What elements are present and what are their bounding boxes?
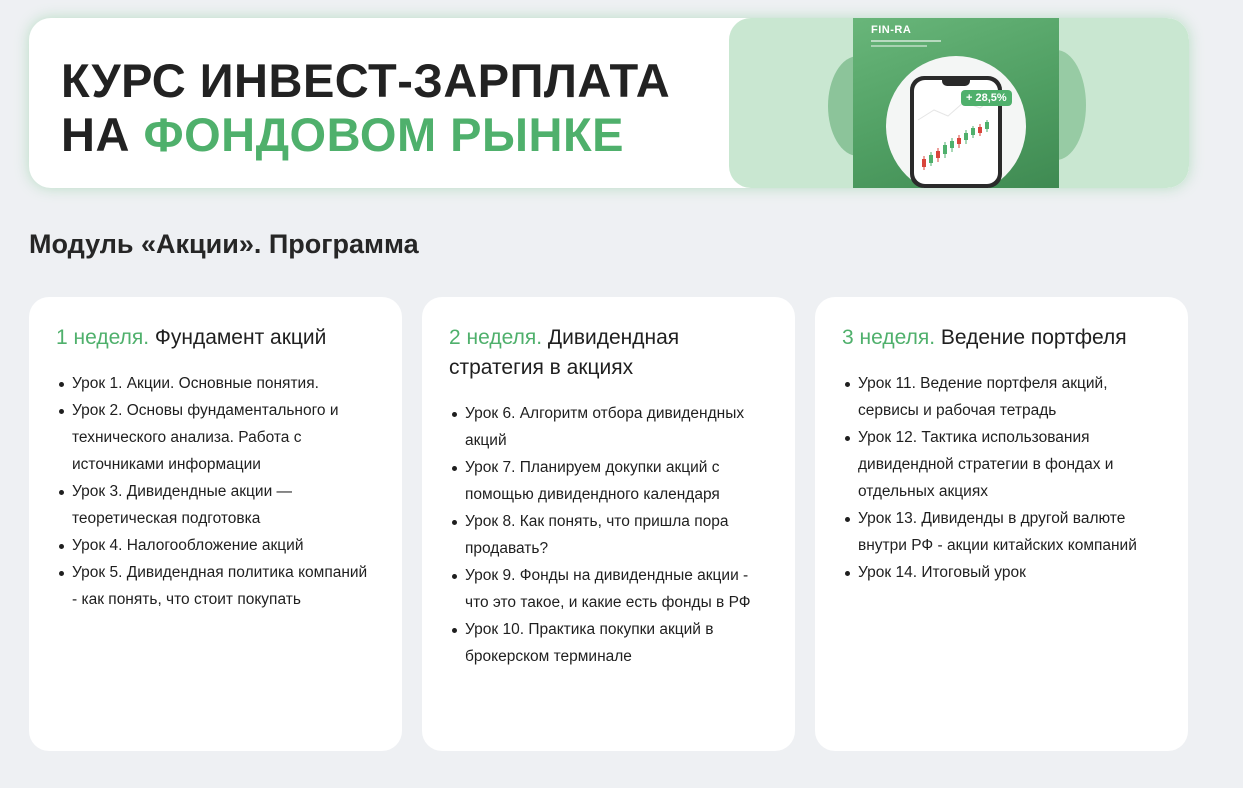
course-title-line2-prefix: НА xyxy=(61,108,144,161)
lesson-item: Урок 12. Тактика использования дивидендной стратегии в фондах и отдельных акциях xyxy=(858,424,1160,505)
lesson-item: Урок 6. Алгоритм отбора дивидендных акций xyxy=(465,400,767,454)
week-label: 1 неделя. xyxy=(56,326,150,349)
week-label: 2 неделя. xyxy=(449,326,543,349)
growth-badge: + 28,5% xyxy=(961,90,1012,106)
lesson-item: Урок 5. Дивидендная политика компаний - как понять, что стоит покупать xyxy=(72,559,374,613)
week-heading xyxy=(56,323,374,353)
week-heading xyxy=(842,323,1160,353)
week-topic: Дивидендная стратегия в акциях xyxy=(449,326,680,379)
week-card-1 xyxy=(29,297,402,751)
hero-illustration xyxy=(729,18,1189,188)
lesson-item: Урок 1. Акции. Основные понятия. xyxy=(72,370,374,397)
week-topic: Ведение портфеля xyxy=(940,326,1127,349)
course-title-line1: КУРС ИНВЕСТ-ЗАРПЛАТА xyxy=(61,54,671,107)
week-card-3 xyxy=(815,297,1188,751)
lesson-list xyxy=(842,370,1160,586)
lesson-item: Урок 8. Как понять, что пришла пора продавать? xyxy=(465,508,767,562)
week-topic: Фундамент акций xyxy=(154,326,327,349)
lesson-item: Урок 14. Итоговый урок xyxy=(858,559,1160,586)
week-card-2 xyxy=(422,297,795,751)
lesson-item: Урок 7. Планируем докупки акций с помощью дивидендного календаря xyxy=(465,454,767,508)
lesson-list xyxy=(449,400,767,670)
lesson-item: Урок 2. Основы фундаментального и технического анализа. Работа с источниками информации xyxy=(72,397,374,478)
brand-tagline-line xyxy=(871,45,927,47)
lesson-item: Урок 13. Дивиденды в другой валюте внутри РФ - акции китайских компаний xyxy=(858,505,1160,559)
lesson-item: Урок 10. Практика покупки акций в брокерском терминале xyxy=(465,616,767,670)
lesson-item: Урок 4. Налогообложение акций xyxy=(72,532,374,559)
section-title: Модуль «Акции». Программа xyxy=(29,229,419,259)
course-book-cover xyxy=(853,18,1059,188)
lesson-item: Урок 3. Дивидендные акции — теоретическая подготовка xyxy=(72,478,374,532)
lesson-item: Урок 11. Ведение портфеля акций, сервисы и рабочая тетрадь xyxy=(858,370,1160,424)
hero-banner xyxy=(29,18,1189,188)
week-heading xyxy=(449,323,767,383)
course-title xyxy=(61,54,670,162)
brand-logo: FIN-RA xyxy=(871,24,912,36)
brand-tagline-line xyxy=(871,40,941,42)
course-title-accent: ФОНДОВОМ РЫНКЕ xyxy=(143,108,624,161)
lesson-item: Урок 9. Фонды на дивидендные акции - что это такое, и какие есть фонды в РФ xyxy=(465,562,767,616)
week-label: 3 неделя. xyxy=(842,326,936,349)
lesson-list xyxy=(56,370,374,613)
